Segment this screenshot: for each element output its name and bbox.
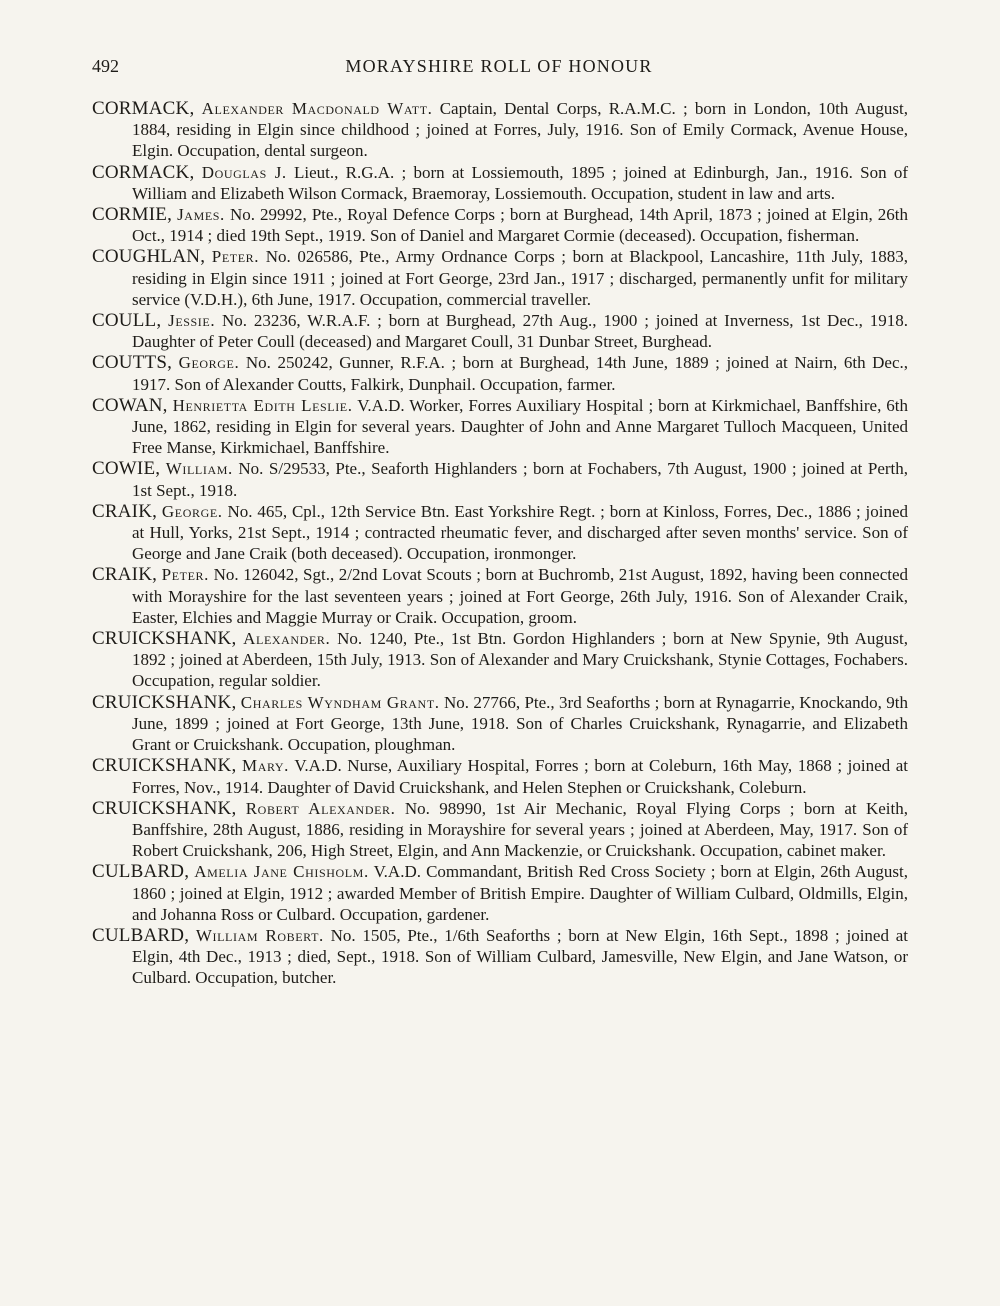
entry-details: No. 27766, Pte., 3rd Seaforths ; born at Rynagarrie, Knockando, 9th June, 1899 ; joined at Fort George, 13th June, 1918. Son of Charles Cruickshank, Rynagarrie, and Elizabeth Grant or Cruickshank. Occupation, ploughman.: [132, 692, 909, 755]
entry-surname: COUTTS,: [92, 352, 173, 374]
entry-details: V.A.D. Nurse, Auxiliary Hospital, Forres ; born at Coleburn, 16th May, 1868 ; joined at Forres, Nov., 1914. Daughter of David Cruickshank, and Helen Stephen or Cruickshank, Coleburn.: [132, 756, 909, 797]
entry-given-names: Amelia Jane Chisholm.: [194, 862, 369, 882]
entry-surname: CRUICKSHANK,: [92, 628, 237, 650]
entry-surname: COUGHLAN,: [92, 246, 206, 268]
entry-given-names: George.: [161, 501, 223, 521]
roll-entry: [92, 755, 908, 797]
entry-surname: COULL,: [92, 310, 162, 332]
entry-given-names: William.: [165, 459, 233, 479]
entry-surname: CRUICKSHANK,: [92, 755, 237, 777]
roll-entry: [92, 798, 908, 862]
entry-surname: COWIE,: [92, 458, 161, 480]
roll-entry: [92, 692, 908, 756]
entry-details: No. 250242, Gunner, R.F.A. ; born at Burghead, 14th June, 1889 ; joined at Nairn, 6th Dec., 1917. Son of Alexander Coutts, Falkirk, Dunphail. Occupation, farmer.: [132, 353, 909, 394]
entry-details: No. 23236, W.R.A.F. ; born at Burghead, 27th Aug., 1900 ; joined at Inverness, 1st Dec., 1918. Daughter of Peter Coull (deceased) and Margaret Coull, 31 Dunbar Street, Burghead.: [132, 311, 908, 352]
roll-entry: [92, 501, 908, 565]
entry-given-names: Charles Wyndham Grant.: [240, 692, 440, 712]
roll-entry: [92, 395, 908, 459]
entry-given-names: Douglas J.: [201, 162, 287, 182]
entry-details: No. 126042, Sgt., 2/2nd Lovat Scouts ; born at Buchromb, 21st August, 1892, having been connected with Morayshire for the last seventeen years ; joined at Fort George, 26th July, 1916. Son of Alexander Craik, Easter, Elchies and Maggie Murray or Craik. Occupation, groom.: [132, 565, 909, 627]
entry-given-names: Henrietta Edith Leslie.: [172, 395, 353, 415]
entry-details: No. 29992, Pte., Royal Defence Corps ; born at Burghead, 14th April, 1873 ; joined at Elgin, 26th Oct., 1914 ; died 19th Sept., 1919. Son of Daniel and Margaret Cormie (deceased). Occupation, fisherman.: [132, 205, 908, 246]
roll-entry: [92, 628, 908, 692]
entry-details: V.A.D. Commandant, British Red Cross Society ; born at Elgin, 26th August, 1860 ; joined at Elgin, 1912 ; awarded Member of British Empire. Daughter of William Culbard, Oldmills, Elgin, and Johanna Ross or Culbard. Occupation, gardener.: [132, 862, 909, 924]
entry-details: Captain, Dental Corps, R.A.M.C. ; born in London, 10th August, 1884, residing in Elgin since childhood ; joined at Forres, July, 1916. Son of Emily Cormack, Avenue House, Elgin. Occupation, dental surgeon.: [132, 99, 908, 161]
entry-given-names: Peter.: [161, 565, 209, 585]
roll-entry: [92, 861, 908, 925]
entry-surname: CRUICKSHANK,: [92, 797, 237, 819]
running-title: MORAYSHIRE ROLL OF HONOUR: [345, 56, 653, 76]
entry-details: No. 98990, 1st Air Mechanic, Royal Flying Corps ; born at Keith, Banffshire, 28th August, 1886, residing in Morayshire for several years ; joined at Aberdeen, May, 1917. Son of Robert Cruickshank, 206, High Street, Elgin, and Ann Mackenzie, or Cruickshank. Occupation, cabinet maker.: [132, 798, 909, 861]
page-number: 492: [92, 56, 119, 76]
page-header: [92, 56, 906, 82]
roll-entry: [92, 564, 908, 628]
entry-given-names: Alexander.: [243, 629, 331, 649]
entry-details: No. 026586, Pte., Army Ordnance Corps ; born at Blackpool, Lancashire, 11th July, 1883, residing in Elgin since 1911 ; joined at Fort George, 23rd Jan., 1917 ; discharged, permanently unfit for military service (V.D.H.), 6th June, 1917. Occupation, commercial traveller.: [132, 247, 909, 309]
entry-given-names: Mary.: [241, 756, 290, 776]
roll-entry: [92, 310, 908, 352]
entry-surname: CORMACK,: [92, 161, 195, 183]
entry-details: No. 1505, Pte., 1/6th Seaforths ; born at New Elgin, 16th Sept., 1898 ; joined at Elgin, 4th Dec., 1913 ; died, Sept., 1918. Son of William Culbard, Jamesville, New Elgin, and Jane Watson, or Culbard. Occupation, butcher.: [132, 925, 908, 988]
roll-entry: [92, 162, 908, 204]
entry-surname: CULBARD,: [92, 861, 190, 883]
roll-entry: [92, 352, 908, 394]
entry-surname: CRAIK,: [92, 564, 158, 586]
entry-given-names: Robert Alexander.: [245, 798, 396, 818]
entry-details: V.A.D. Worker, Forres Auxiliary Hospital ; born at Kirkmichael, Banffshire, 6th June, 1862, residing in Elgin for several years. Daughter of John and Anne Margaret Tulloch Macqueen, United Free Manse, Kirkmichael, Banffshire.: [132, 395, 908, 458]
entry-given-names: William Robert.: [195, 925, 324, 945]
entry-surname: CORMIE,: [92, 204, 173, 226]
entry-details: Lieut., R.G.A. ; born at Lossiemouth, 1895 ; joined at Edinburgh, Jan., 1916. Son of William and Elizabeth Wilson Cormack, Braemoray, Lossiemouth. Occupation, student in law and arts.: [132, 162, 909, 203]
entry-given-names: Jessie.: [168, 311, 216, 331]
entry-given-names: Peter.: [211, 247, 260, 267]
entry-given-names: Alexander Macdonald Watt.: [201, 99, 433, 118]
entry-details: No. S/29533, Pte., Seaforth Highlanders ; born at Fochabers, 7th August, 1900 ; joined at Perth, 1st Sept., 1918.: [132, 459, 909, 500]
entry-details: No. 465, Cpl., 12th Service Btn. East Yorkshire Regt. ; born at Kinloss, Forres, Dec., 1886 ; joined at Hull, Yorks, 21st Sept., 1914 ; contracted rheumatic fever, and discharged after seven months' service. Son of George and Jane Craik (both deceased). Occupation, ironmonger.: [132, 501, 908, 564]
entry-given-names: George.: [178, 353, 240, 373]
roll-entry: [92, 204, 908, 246]
entry-given-names: James.: [177, 205, 225, 225]
roll-entries: [92, 98, 908, 989]
entry-surname: COWAN,: [92, 394, 168, 416]
entry-details: No. 1240, Pte., 1st Btn. Gordon Highlanders ; born at New Spynie, 9th August, 1892 ; joined at Aberdeen, 15th July, 1913. Son of Alexander and Mary Cruickshank, Stynie Cottages, Fochabers. Occupation, regular soldier.: [132, 629, 909, 691]
entry-surname: CULBARD,: [92, 924, 190, 946]
roll-entry: [92, 925, 908, 989]
roll-entry: [92, 98, 908, 162]
entry-surname: CORMACK,: [92, 98, 195, 119]
roll-entry: [92, 246, 908, 310]
entry-surname: CRAIK,: [92, 500, 158, 522]
roll-entry: [92, 458, 908, 500]
entry-surname: CRUICKSHANK,: [92, 691, 237, 713]
